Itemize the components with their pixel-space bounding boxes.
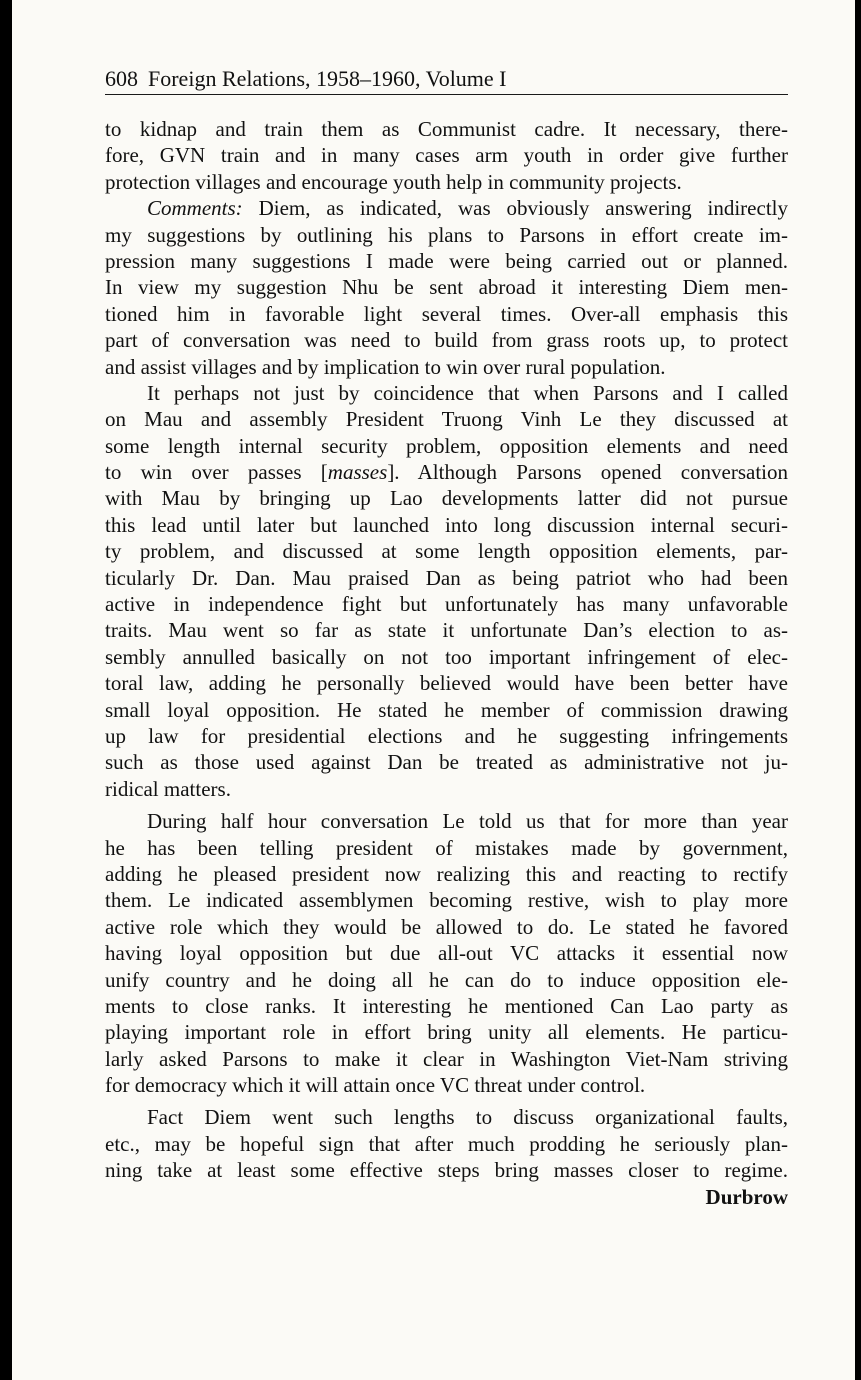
text-line: ridical matters. [105,776,231,801]
text-line: some length internal security problem, opposition elements and need [105,433,788,458]
text-line: he has been telling president of mistakes made by government, [105,835,788,860]
text-line: traits. Mau went so far as state it unfortunate Dan’s election to as- [105,618,788,643]
text-line: them. Le indicated assemblymen becoming restive, wish to play more [105,888,788,913]
paragraph-2 [105,195,788,380]
text-line: active role which they would be allowed to do. Le stated he favored [105,914,788,939]
text-line: to kidnap and train them as Communist cadre. It necessary, there- [105,117,788,141]
text-line: ments to close ranks. It interesting he mentioned Can Lao party as [105,993,788,1018]
text-fragment: to win over passes [ [105,460,328,485]
text-line: protection villages and encourage youth help in community projects. [105,169,682,194]
text-line [105,459,788,485]
page-number: 608 [105,66,138,91]
text-line: with Mau by bringing up Lao developments latter did not pursue [105,486,788,511]
text-line: part of conversation was need to build from grass roots up, to protect [105,328,788,353]
text-line: fore, GVN train and in many cases arm youth in order give further [105,143,788,168]
text-line: toral law, adding he personally believed would have been better have [105,671,788,696]
text-line [105,195,788,221]
text-line: for democracy which it will attain once VC threat under control. [105,1073,646,1098]
text-line: ticularly Dr. Dan. Mau praised Dan as being patriot who had been [105,565,788,590]
document-page [12,0,855,1380]
text-line: such as those used against Dan be treated as administrative not ju- [105,750,788,775]
text-line: In view my suggestion Nhu be sent abroad it interesting Diem men- [105,275,788,300]
text-line: adding he pleased president now realizing this and reacting to rectify [105,861,788,886]
text-line: unify country and he doing all he can do to induce opposition ele- [105,967,788,992]
comments-label: Comments: [147,196,243,221]
signature: Durbrow [705,1184,788,1209]
text-line: small loyal opposition. He stated he member of commission drawing [105,697,788,722]
editorial-insert: masses [327,460,388,485]
text-line: During half hour conversation Le told us that for more than year [147,809,788,834]
text-line: having loyal opposition but due all-out VC attacks it essential now [105,941,788,966]
text-line: playing important role in effort bring unity all elements. He particu- [105,1020,788,1045]
text-line: larly asked Parsons to make it clear in Washington Viet-Nam striving [105,1046,788,1071]
running-header [105,64,788,95]
text-line: etc., may be hopeful sign that after much prodding he seriously plan- [105,1131,788,1156]
text-line: tioned him in favorable light several times. Over-all emphasis this [105,301,788,326]
text-line: up law for presidential elections and he suggesting infringements [105,723,788,748]
text-line: sembly annulled basically on not too important infringement of elec- [105,644,788,669]
text-fragment: Diem, as indicated, was obviously answering indirectly [242,196,788,221]
text-line: this lead until later but launched into long discussion internal securi- [105,512,788,537]
text-line: Fact Diem went such lengths to discuss organizational faults, [147,1105,788,1130]
text-line: ning take at least some effective steps bring masses closer to regime. [105,1158,788,1183]
paragraph-1 [105,116,788,195]
header-title: Foreign Relations, 1958–1960, Volume I [148,66,507,91]
text-line: It perhaps not just by coincidence that when Parsons and I called [147,380,788,405]
text-line: my suggestions by outlining his plans to Parsons in effort create im- [105,222,788,247]
text-line: and assist villages and by implication to win over rural population. [105,354,666,379]
text-line: active in independence fight but unfortunately has many unfavorable [105,592,788,617]
text-line: on Mau and assembly President Truong Vinh Le they discussed at [105,407,788,432]
paragraph-5 [105,1104,788,1183]
text-fragment: ]. Although Parsons opened conversation [387,460,788,485]
text-line: pression many suggestions I made were being carried out or planned. [105,248,788,273]
paragraph-3 [105,380,788,802]
paragraph-4 [105,808,788,1098]
document-body [105,116,788,1210]
text-line: ty problem, and discussed at some length opposition elements, par- [105,539,788,564]
